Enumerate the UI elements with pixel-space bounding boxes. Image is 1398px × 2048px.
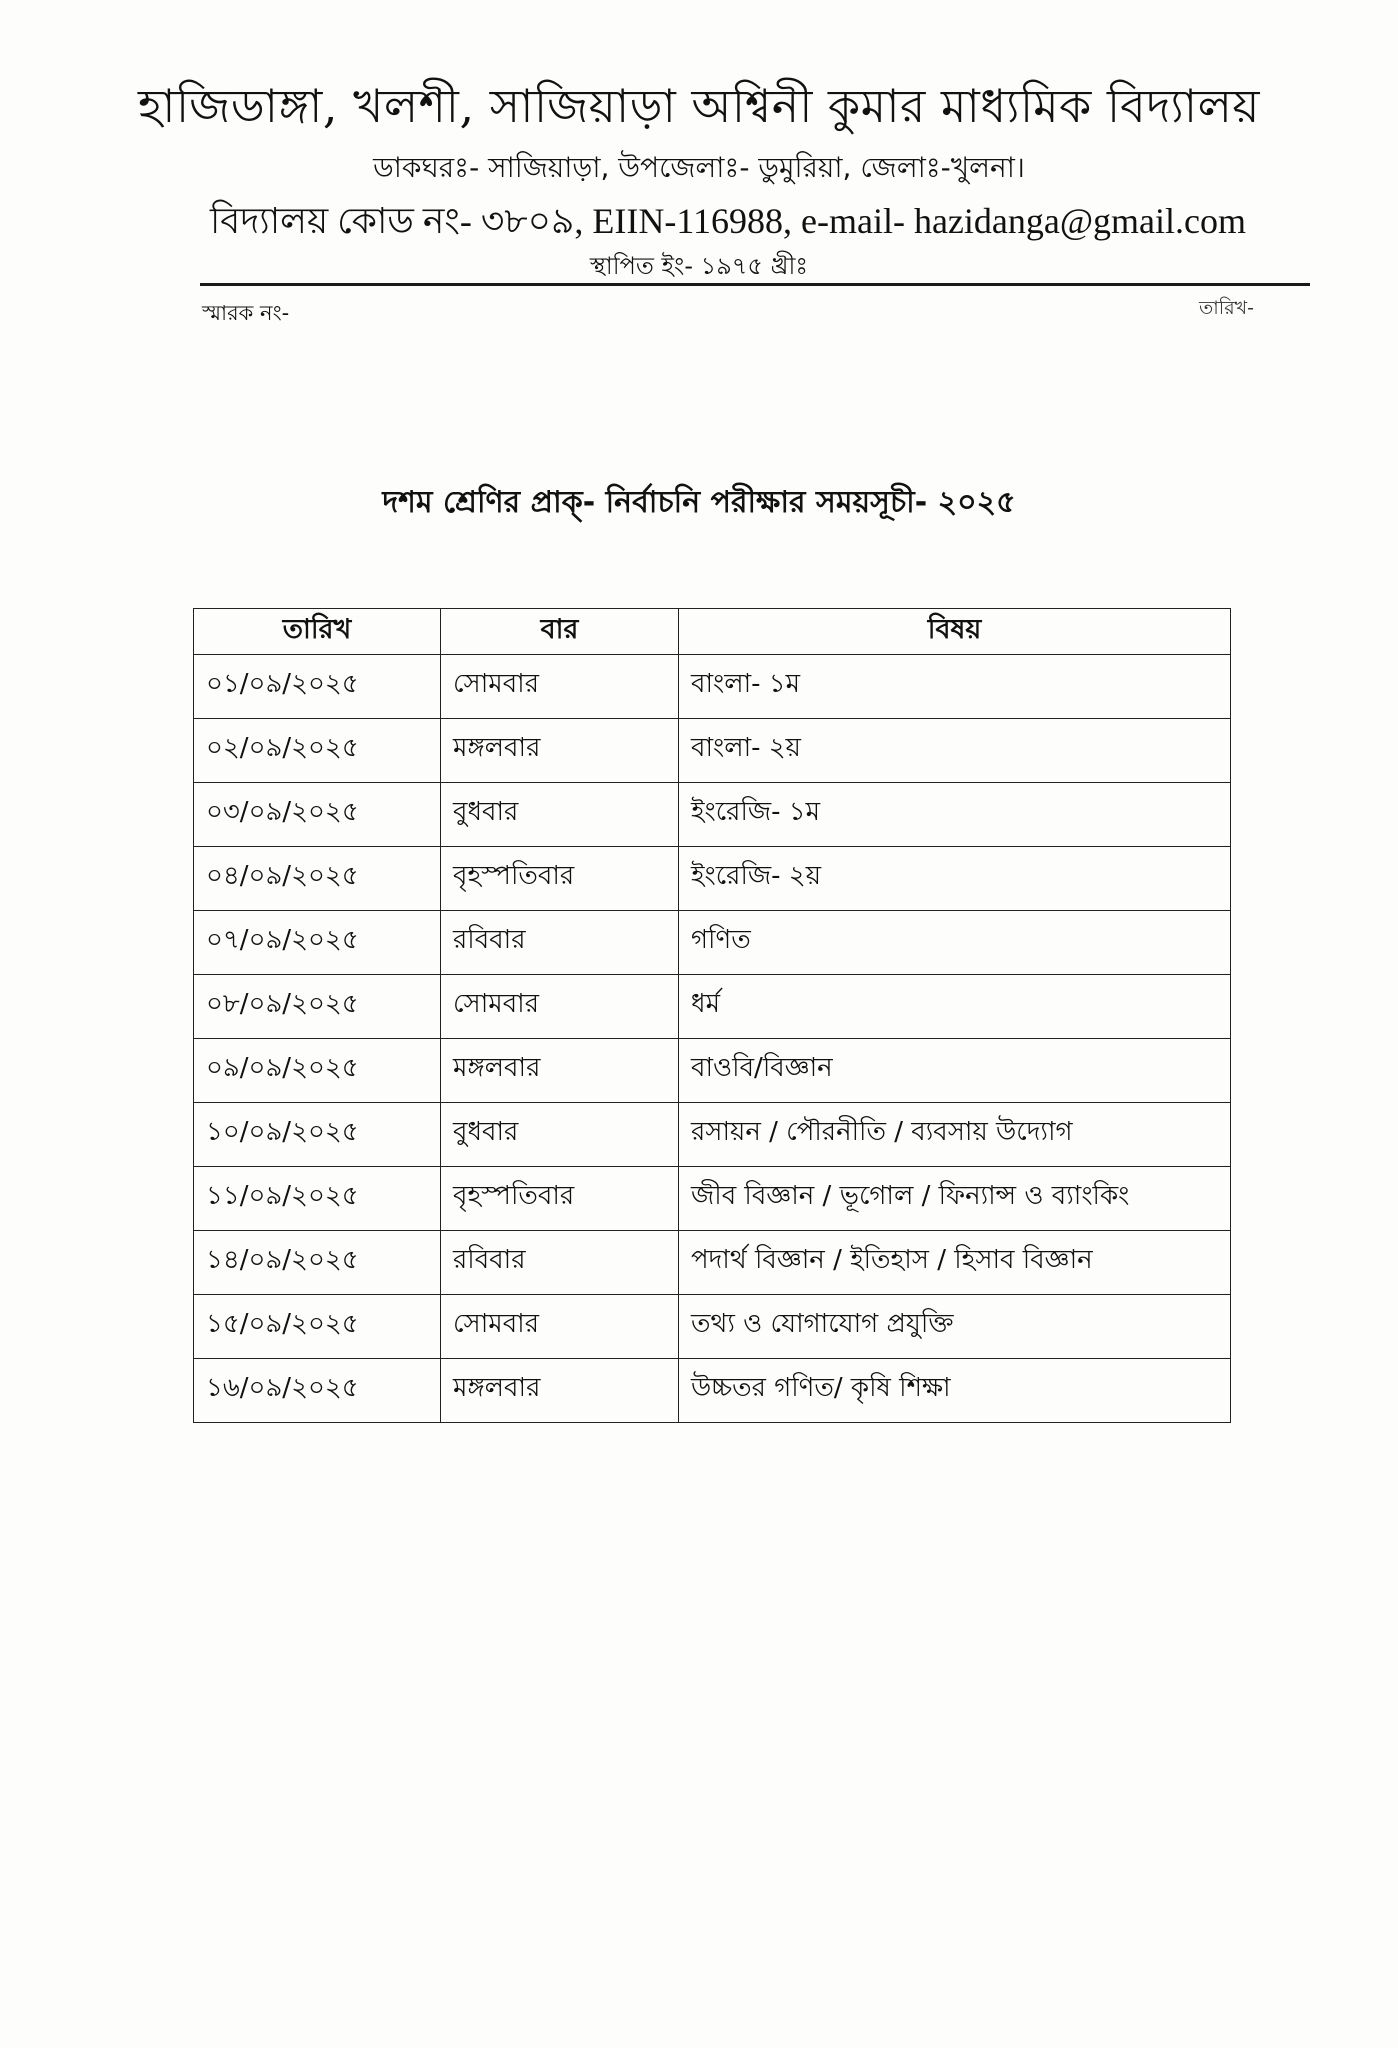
- cell-subject: বাওবি/বিজ্ঞান: [679, 1039, 1231, 1103]
- cell-day: মঙ্গলবার: [441, 1039, 679, 1103]
- cell-subject: রসায়ন / পৌরনীতি / ব্যবসায় উদ্যোগ: [679, 1103, 1231, 1167]
- cell-day: সোমবার: [441, 655, 679, 719]
- cell-day: রবিবার: [441, 1231, 679, 1295]
- table-row: [194, 1295, 1231, 1359]
- table-row: [194, 975, 1231, 1039]
- table-row: [194, 1167, 1231, 1231]
- table-row: [194, 783, 1231, 847]
- cell-date: ০৩/০৯/২০২৫: [194, 783, 441, 847]
- table-row: [194, 847, 1231, 911]
- cell-date: ০৪/০৯/২০২৫: [194, 847, 441, 911]
- cell-date: ১৫/০৯/২০২৫: [194, 1295, 441, 1359]
- table-row: [194, 719, 1231, 783]
- cell-day: বৃহস্পতিবার: [441, 847, 679, 911]
- cell-subject: গণিত: [679, 911, 1231, 975]
- school-name: হাজিডাঙ্গা, খলশী, সাজিয়াড়া অশ্বিনী কুমার মাধ্যমিক বিদ্যালয়: [138, 79, 1260, 133]
- school-address: ডাকঘরঃ- সাজিয়াড়া, উপজেলাঃ- ডুমুরিয়া, জেলাঃ-খুলনা।: [373, 151, 1025, 184]
- table-row: [194, 1359, 1231, 1423]
- cell-day: মঙ্গলবার: [441, 1359, 679, 1423]
- cell-day: সোমবার: [441, 975, 679, 1039]
- cell-day: রবিবার: [441, 911, 679, 975]
- cell-date: ১৪/০৯/২০২৫: [194, 1231, 441, 1295]
- table-row: [194, 1039, 1231, 1103]
- cell-date: ০৭/০৯/২০২৫: [194, 911, 441, 975]
- cell-subject: জীব বিজ্ঞান / ভূগোল / ফিন্যান্স ও ব্যাংকিং: [679, 1167, 1231, 1231]
- cell-date: ০২/০৯/২০২৫: [194, 719, 441, 783]
- cell-date: ০৮/০৯/২০২৫: [194, 975, 441, 1039]
- cell-subject: উচ্চতর গণিত/ কৃষি শিক্ষা: [679, 1359, 1231, 1423]
- table-row: [194, 911, 1231, 975]
- school-code-line: বিদ্যালয় কোড নং- ৩৮০৯, EIIN-116988, e-mail- hazidanga@gmail.com: [210, 201, 1246, 241]
- cell-date: ০১/০৯/২০২৫: [194, 655, 441, 719]
- established-year: স্থাপিত ইং- ১৯৭৫ খ্রীঃ: [589, 252, 809, 280]
- table-header-row: [194, 609, 1231, 655]
- date-label: তারিখ-: [1199, 297, 1254, 319]
- cell-day: বৃহস্পতিবার: [441, 1167, 679, 1231]
- cell-day: বুধবার: [441, 783, 679, 847]
- cell-subject: ইংরেজি- ১ম: [679, 783, 1231, 847]
- cell-date: ১৬/০৯/২০২৫: [194, 1359, 441, 1423]
- table-row: [194, 1103, 1231, 1167]
- header-day: বার: [441, 609, 679, 655]
- cell-subject: বাংলা- ১ম: [679, 655, 1231, 719]
- exam-schedule-table: [193, 608, 1231, 1423]
- cell-subject: ইংরেজি- ২য়: [679, 847, 1231, 911]
- cell-day: সোমবার: [441, 1295, 679, 1359]
- header-divider: [200, 283, 1310, 286]
- cell-subject: ধর্ম: [679, 975, 1231, 1039]
- table-row: [194, 1231, 1231, 1295]
- page-title: দশম শ্রেণির প্রাক্- নির্বাচনি পরীক্ষার সময়সূচী- ২০২৫: [382, 485, 1016, 520]
- cell-subject: তথ্য ও যোগাযোগ প্রযুক্তি: [679, 1295, 1231, 1359]
- cell-subject: বাংলা- ২য়: [679, 719, 1231, 783]
- memo-number-label: স্মারক নং-: [202, 301, 290, 325]
- cell-date: ০৯/০৯/২০২৫: [194, 1039, 441, 1103]
- cell-date: ১০/০৯/২০২৫: [194, 1103, 441, 1167]
- cell-date: ১১/০৯/২০২৫: [194, 1167, 441, 1231]
- header-date: তারিখ: [194, 609, 441, 655]
- header-subject: বিষয়: [679, 609, 1231, 655]
- table-row: [194, 655, 1231, 719]
- cell-day: বুধবার: [441, 1103, 679, 1167]
- cell-subject: পদার্থ বিজ্ঞান / ইতিহাস / হিসাব বিজ্ঞান: [679, 1231, 1231, 1295]
- cell-day: মঙ্গলবার: [441, 719, 679, 783]
